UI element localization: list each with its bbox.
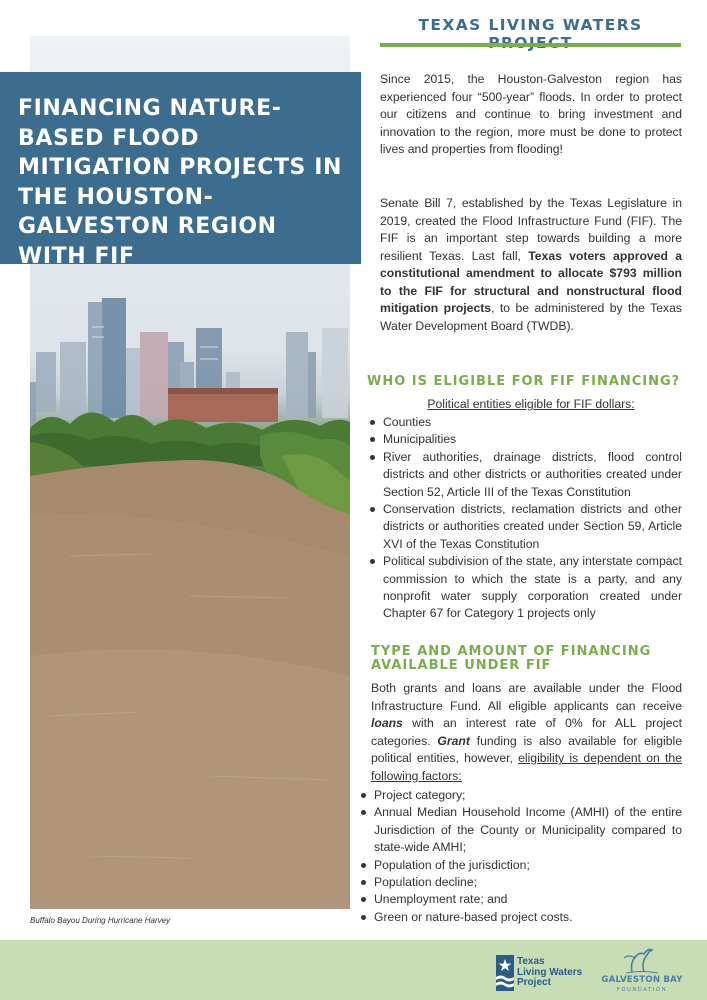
photo-caption: Buffalo Bayou During Hurricane Harvey (30, 916, 171, 925)
page-title: FINANCING NATURE-BASED FLOOD MITIGATION PROJECTS IN THE HOUSTON-GALVESTON REGION WITH FIF (18, 96, 343, 269)
eligibility-list (368, 414, 682, 623)
title-box (0, 72, 361, 269)
eligibility-subheading: Political entities eligible for FIF dollars: (427, 397, 635, 411)
tlwp-line-3: Project (517, 977, 551, 988)
tlwp-wordmark (517, 957, 582, 989)
texas-flag-icon (496, 955, 514, 991)
intro-p2-bold: Texas voters approved a constitutional amendment to allocate $793 million to the FIF for structural and nonstructural flood mitigation projects (380, 248, 682, 315)
list-item: Population decline; (359, 874, 682, 891)
list-item: Municipalities (368, 431, 682, 448)
intro-paragraph-2 (380, 195, 682, 335)
tlwp-line-1: Texas (517, 956, 545, 967)
tlwp-line-2: Living Waters (517, 966, 583, 978)
list-item: Unemployment rate; and (359, 891, 682, 908)
financing-heading: TYPE AND AMOUNT OF FINANCING AVAILABLE UNDER FIF (371, 644, 652, 673)
list-item: River authorities, drainage districts, flood control districts and other districts or authorities created under Section 52, Article III of the Texas Constitution (368, 449, 682, 501)
financing-text-3: funding is also available for eligible political entities, however, (371, 733, 682, 765)
loans-emphasis: loans (371, 716, 403, 730)
financing-text-1: Both grants and loans are available under the Flood Infrastructure Fund. All eligible applicants can receive (371, 681, 682, 713)
list-item: Counties (368, 414, 682, 431)
list-item: Project category; (359, 787, 682, 804)
grant-emphasis: Grant (437, 733, 470, 748)
texas-living-waters-logo (496, 955, 586, 991)
list-item: Conservation districts, reclamation districts and other districts or authorities created under Section 59, Article XVI of the Texas Constitution (368, 501, 682, 553)
gbf-subtitle: FOUNDATION (616, 987, 668, 993)
list-item: Population of the jurisdiction; (359, 857, 682, 874)
list-item: Annual Median Household Income (AMHI) of the entire Jurisdiction of the County or Municipality compared to state-wide AMHI; (359, 804, 682, 856)
list-item: Green or nature-based project costs. (359, 909, 682, 926)
intro-paragraph-1: Since 2015, the Houston-Galveston region has experienced four “500-year” floods. In order to protect our citizens and continue to bring investment and innovation to the region, more must be done to protect lives and properties from flooding! (380, 72, 682, 156)
gbf-name: GALVESTON BAY (601, 975, 683, 985)
financing-paragraph (371, 680, 682, 785)
list-item: Political subdivision of the state, any interstate compact commission to which the state is a party, and any nonprofit water supply corporation created under Chapter 67 for Category 1 projects only (368, 553, 682, 623)
financing-text-2: with an interest rate of 0% for ALL project categories. (371, 716, 682, 748)
intro-p2-end: , to be administered by the Texas Water Development Board (TWDB). (380, 301, 682, 333)
factor-list (359, 787, 682, 926)
header-divider (380, 43, 681, 47)
eligibility-factors-intro: eligibility is dependent on the following factors: (371, 751, 682, 783)
heron-icon (622, 946, 662, 974)
eligibility-heading: WHO IS ELIGIBLE FOR FIF FINANCING? (367, 374, 681, 389)
project-header: TEXAS LIVING WATERS (418, 16, 643, 34)
intro-p2-start: Senate Bill 7, established by the Texas Legislature in 2019, created the Flood Infrastructure Fund (FIF). The FIF is an important step towards building a more resilient Texas. Last fall, (380, 196, 682, 263)
galveston-bay-foundation-logo (592, 946, 692, 996)
